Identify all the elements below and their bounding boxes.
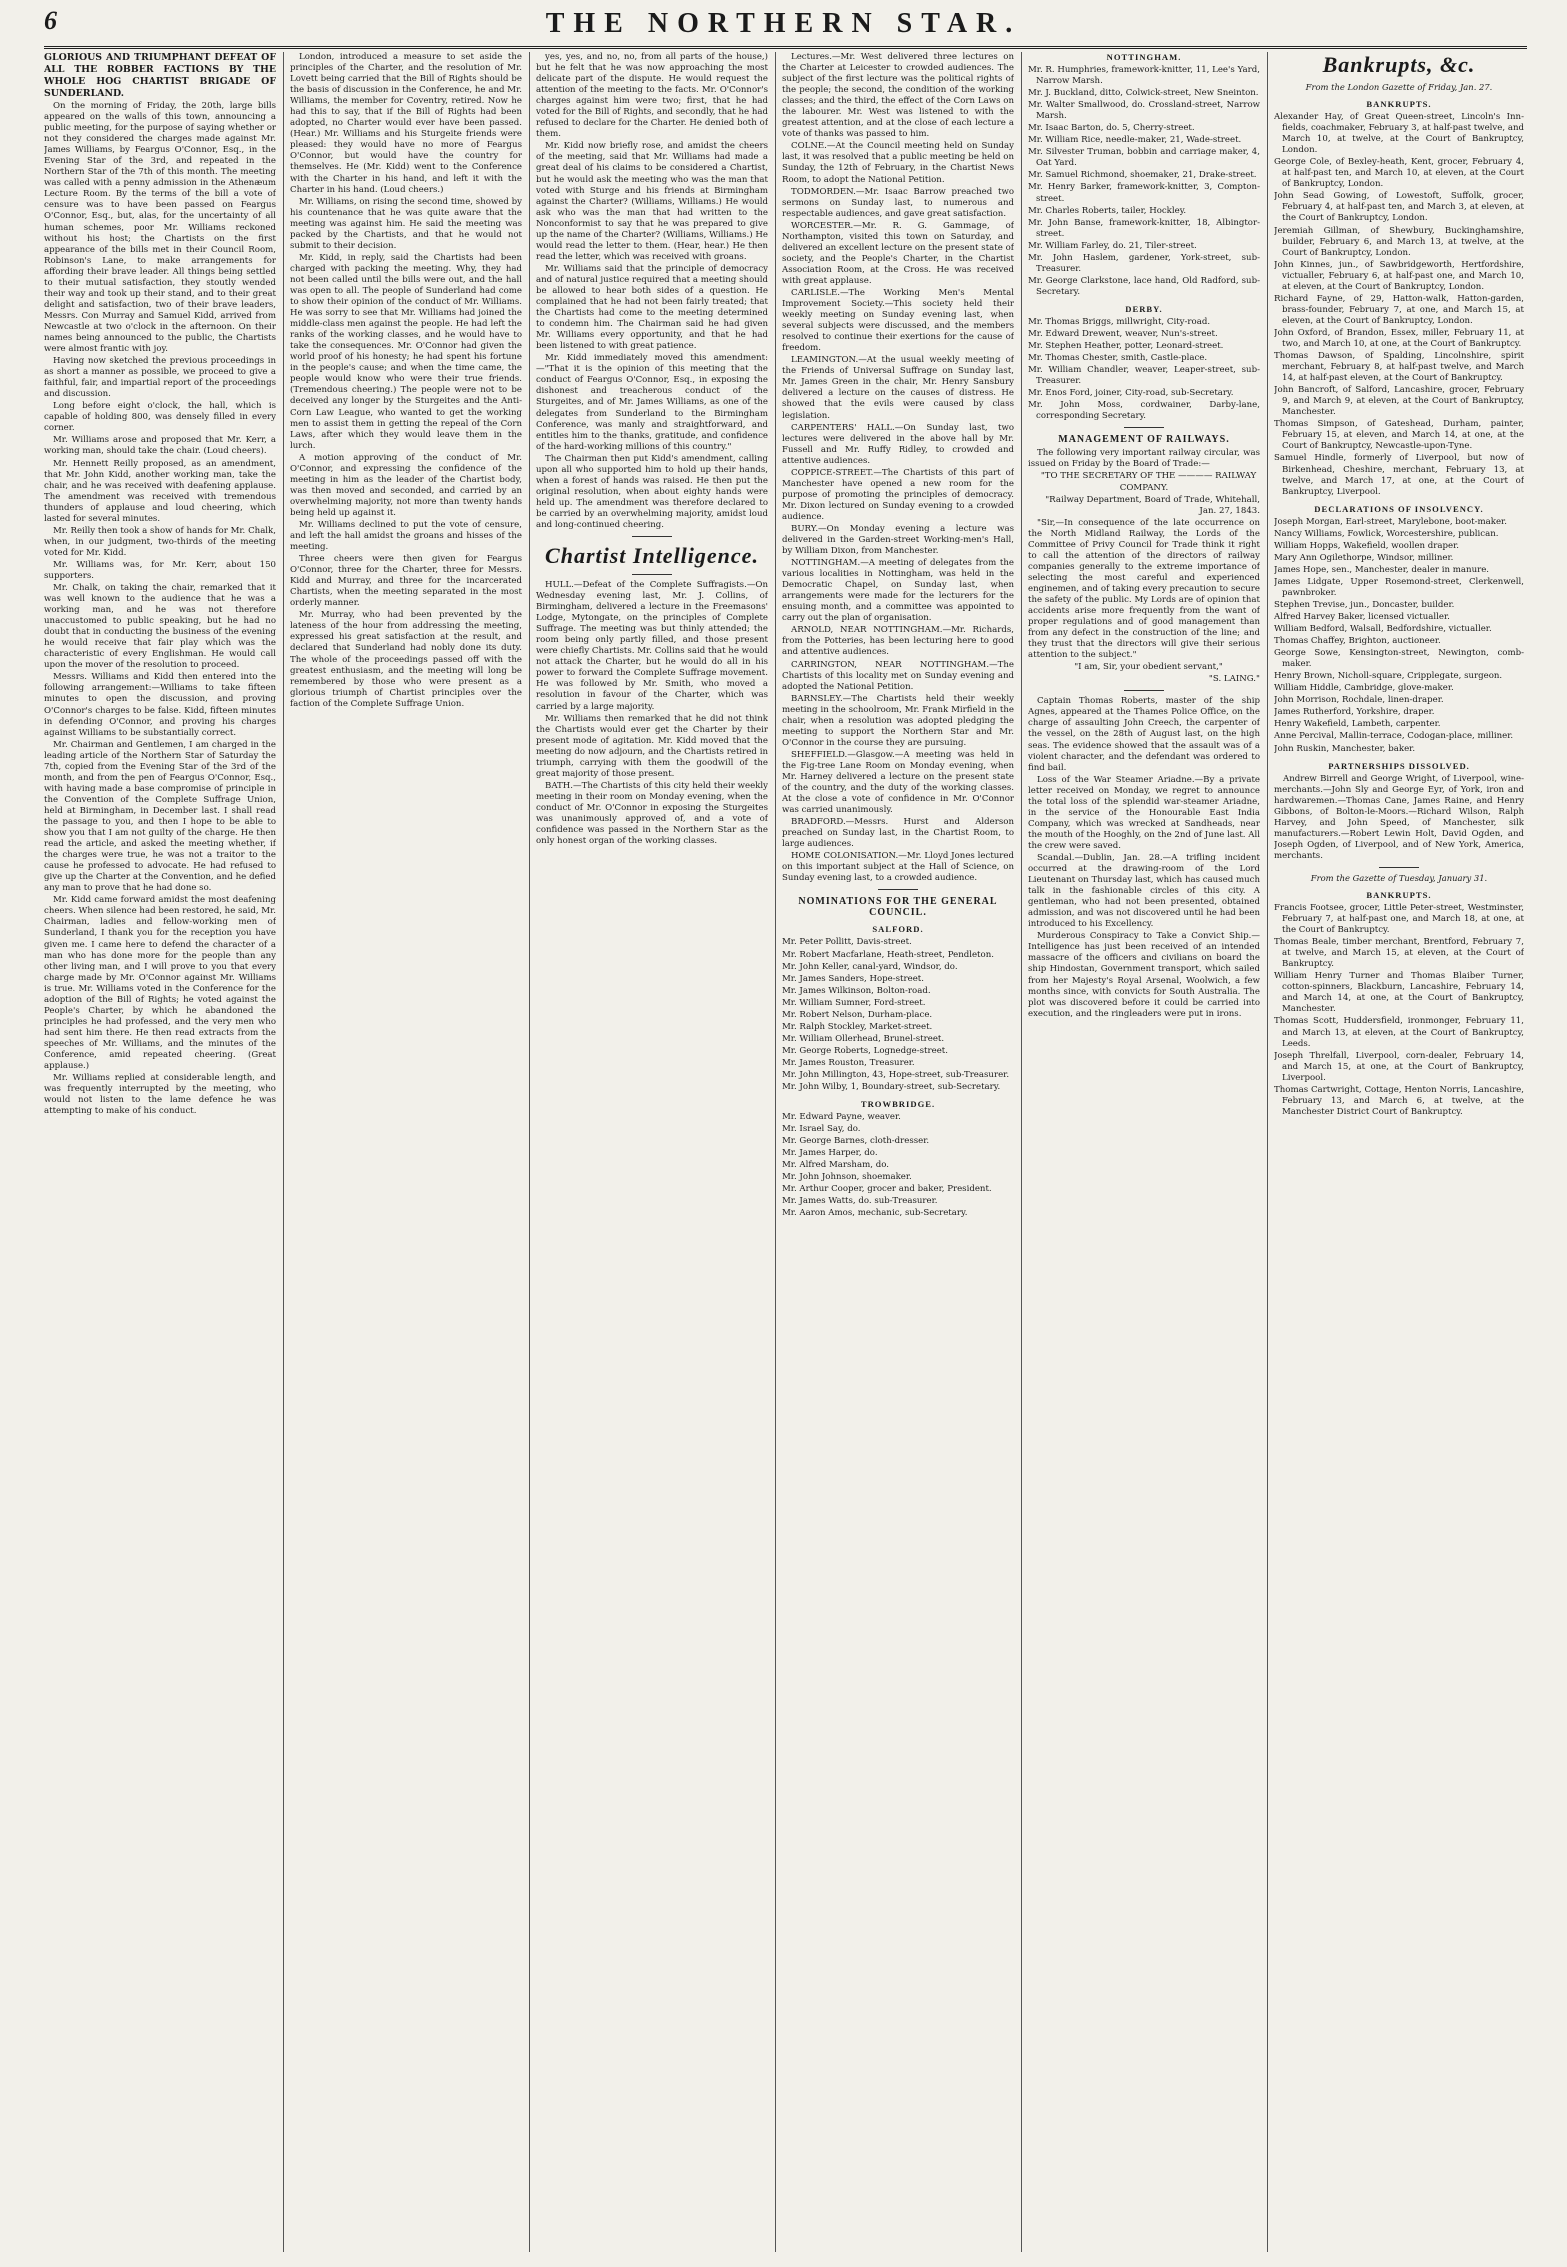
column-divider <box>529 52 530 2252</box>
divider <box>1379 867 1419 868</box>
list-item: James Hope, sen., Manchester, dealer in manure. <box>1274 564 1490 575</box>
column-4 <box>782 52 1014 2252</box>
list-item: Anne Percival, Mallin-terrace, Codogan-place, milliner. <box>1274 731 1514 742</box>
section-title-bankrupts: Bankrupts, &c. <box>1322 52 1476 77</box>
paragraph: Mr. Kidd, in reply, said the Chartists had been charged with packing the meeting. Why, they had not been called until the bills were out, and the hall was open to all. The people of Sunderland had come to show their opinion of the conduct of Mr. Williams. He was sorry to see that Mr. Williams had joined the middle-class men against the people. He had left the ranks of the working classes, and he would have to take the consequences. Mr. O'Connor had given the world proof of his honesty; he had spent his fortune in the people's cause; and when the time came, the people would know who were their true friends. (Tremendous cheering.) The people were not to be deceived any longer by the Sturgeites and the Anti-Corn Law League, who wanted to get the working men to assist them in getting the repeal of the Corn Laws, after which they would leave them in the lurch. <box>290 252 522 451</box>
list-item: James Lidgate, Upper Rosemond-street, Clerkenwell, pawnbroker. <box>1274 576 1524 598</box>
list-item: Mr. John Millington, 43, Hope-street, sub-Treasurer. <box>782 1069 1010 1080</box>
list-item: Mr. Peter Pollitt, Davis-street. <box>782 937 912 948</box>
list-item: Richard Fayne, of 29, Hatton-walk, Hatton-garden, brass-founder, February 7, at one, and March 15, at eleven, at the Court of Bankruptcy, London. <box>1274 293 1524 326</box>
paragraph: Messrs. Williams and Kidd then entered into the following arrangement:—Williams to take fifteen minutes to open the discussion, and proving O'Connor's charges to be false. Kidd, fifteen minutes in defending O'Connor, and proving his charges against Williams to be substantially correct. <box>44 672 276 738</box>
paragraph: COLNE.—At the Council meeting held on Sunday last, it was resolved that a public meeting be held on Sunday, the 12th of February, in the Chartist News Room, to adopt the National Petition. <box>782 141 1014 185</box>
list-item: Mr. James Watts, do. sub-Treasurer. <box>782 1196 938 1207</box>
list-item: Thomas Chaffey, Brighton, auctioneer. <box>1274 636 1441 647</box>
list-item: Francis Footsee, grocer, Little Peter-street, Westminster, February 7, at half-past one, and March 18, at one, at the Court of Bankruptcy. <box>1274 903 1524 936</box>
list-item: Mr. John Haslem, gardener, York-street, sub-Treasurer. <box>1028 252 1260 274</box>
list-item: George Cole, of Bexley-heath, Kent, grocer, February 4, at half-past ten, and March 10, at eleven, at the Court of Bankruptcy, London. <box>1274 157 1524 190</box>
list-item: Mr. William Sumner, Ford-street. <box>782 997 926 1008</box>
paragraph: Mr. Kidd now briefly rose, and amidst the cheers of the meeting, said that Mr. Williams had made a great deal of his claims to be considered a Chartist, but he would ask the meeting who was the man that voted with Sturge and his friends at Birmingham against the Charter? (Williams, Williams.) He would ask who was the man that had written to the Nonconformist to say that he was prepared to give up the name of the Charter? (Williams, Williams.) He would read the letter to them. (Hear, hear.) He then read the letter, which was received with groans. <box>536 141 768 262</box>
list-item: Alexander Hay, of Great Queen-street, Lincoln's Inn-fields, coachmaker, February 3, at half-past twelve, and March 10, at twelve, at the Court of Bankruptcy, London. <box>1274 112 1524 156</box>
list-item: Mr. William Ollerhead, Brunel-street. <box>782 1033 945 1044</box>
list-item: Mr. Robert Nelson, Durham-place. <box>782 1009 933 1020</box>
list-item: Mr. John Johnson, shoemaker. <box>782 1172 912 1183</box>
list-item: William Hopps, Wakefield, woollen draper. <box>1274 540 1460 551</box>
article-headline: GLORIOUS AND TRIUMPHANT DEFEAT OF ALL THE ROBBER FACTIONS BY THE WHOLE HOG CHARTIST BRIGADE OF SUNDERLAND. <box>44 52 276 99</box>
list-item: Stephen Trevise, jun., Doncaster, builder. <box>1274 599 1455 610</box>
paragraph: BRADFORD.—Messrs. Hurst and Alderson preached on Sunday last, in the Chartist Room, to large audiences. <box>782 817 1014 850</box>
list-item: Mr. Edward Drewent, weaver, Nun's-street. <box>1028 328 1218 339</box>
paragraph: BATH.—The Chartists of this city held their weekly meeting in their room on Monday evening, when the conduct of Mr. O'Connor in exposing the Sturgeites was unanimously approved of, and a vote of confidence was passed in the Northern Star as the only honest organ of the working classes. <box>536 780 768 847</box>
list-item: Mr. Henry Barker, framework-knitter, 3, Compton-street. <box>1028 182 1260 204</box>
list-item: John Oxford, of Brandon, Essex, miller, February 11, at two, and March 10, at one, at the Court of Bankruptcy. <box>1274 327 1524 349</box>
paragraph: Mr. Kidd immediately moved this amendment:—"That it is the opinion of this meeting that the conduct of Feargus O'Connor, Esq., in exposing the dishonest and treacherous conduct of the Sturgeites, and of Mr. James Williams, as one of the delegates from Sunderland to the Birmingham Conference, was manly and straightforward, and entitles him to the thanks, gratitude, and confidence of the hard-working millions of this country." <box>536 353 768 452</box>
list-item: Mr. J. Buckland, ditto, Colwick-street, New Sneinton. <box>1028 88 1259 99</box>
list-item: Mr. Walter Smallwood, do. Crossland-street, Narrow Marsh. <box>1028 100 1260 122</box>
bankrupts-list <box>1274 903 1524 1118</box>
list-item: Mr. Thomas Briggs, millwright, City-road. <box>1028 316 1211 327</box>
column-3 <box>536 52 768 2252</box>
paragraph: Captain Thomas Roberts, master of the ship Agnes, appeared at the Thames Police Office, on the charge of assaulting John Creech, the carpenter of the vessel, on the 28th of August last, on the high seas. The evidence showed that the assault was of a violent character, and the defendant was ordered to find bail. <box>1028 696 1260 773</box>
section-title-chartist-intelligence: Chartist Intelligence. <box>545 543 759 569</box>
paragraph: Andrew Birrell and George Wright, of Liverpool, wine-merchants.—John Sly and George Eyr, of York, iron and hardwaremen.—Thomas Cane, James Raine, and Henry Gibbons, of Bolton-le-Moors.—Richard Wilson, Ralph Harvey, and John Speed, of Manchester, silk manufacturers.—Robert Lewin Holt, David Ogden, and Joseph Ogden, of Liverpool, and of New York, America, merchants. <box>1274 773 1524 861</box>
list-item: Mr. William Rice, needle-maker, 21, Wade-street. <box>1028 135 1242 146</box>
list-item: Mary Ann Ogilethorpe, Windsor, milliner. <box>1274 552 1454 563</box>
paragraph: "I am, Sir, your obedient servant," <box>1074 662 1223 673</box>
paragraph: ARNOLD, NEAR NOTTINGHAM.—Mr. Richards, from the Potteries, has been lecturing here to good and attentive audiences. <box>782 625 1014 658</box>
list-item: Mr. Silvester Truman, bobbin and carriage maker, 4, Oat Yard. <box>1028 147 1260 169</box>
list-item: Mr. Robert Macfarlane, Heath-street, Pendleton. <box>782 949 994 960</box>
list-item: Joseph Morgan, Earl-street, Marylebone, boot-maker. <box>1274 516 1507 527</box>
partnerships-title: PARTNERSHIPS DISSOLVED. <box>1328 760 1470 771</box>
list-item: John Kinnes, jun., of Sawbridgeworth, Hertfordshire, victualler, February 6, at half-past one, and March 10, at eleven, at the Court of Bankruptcy, London. <box>1274 259 1524 292</box>
list-item: Mr. Stephen Heather, potter, Leonard-street. <box>1028 341 1224 352</box>
paragraph: Murderous Conspiracy to Take a Convict Ship.—Intelligence has just been received of an intended massacre of the officers and civilians on board the ship Hindostan, Government transport, which sailed from her Majesty's Royal Arsenal, Woolwich, a few months since, with convicts for South Australia. The plot was discovered before it could be carried into execution, and the ringleaders were put in irons. <box>1028 931 1260 1019</box>
bankrupts-heading: BANKRUPTS. <box>1366 890 1432 900</box>
list-item: Mr. Enos Ford, joiner, City-road, sub-Secretary. <box>1028 388 1234 399</box>
list-item: Mr. John Keller, canal-yard, Windsor, do. <box>782 961 958 972</box>
paragraph: BURY.—On Monday evening a lecture was delivered in the Garden-street Working-men's Hall, by William Dixon, from Manchester. <box>782 523 1014 557</box>
list-item: James Rutherford, Yorkshire, draper. <box>1274 707 1435 718</box>
column-6 <box>1274 52 1524 2252</box>
paragraph: Mr. Williams arose and proposed that Mr. Kerr, a working man, should take the chair. (Loud cheers). <box>44 435 276 457</box>
gazette-caption: From the Gazette of Tuesday, January 31. <box>1310 872 1488 883</box>
column-divider <box>283 52 284 2252</box>
paragraph: yes, yes, and no, no, from all parts of the house,) but he felt that he was now approaching the most delicate part of the dispute. He would request the attention of the meeting to the facts. Mr. O'Connor's charges against him were two; first, that he had voted for the Bill of Rights, and secondly, that he had refused to declare for the Charter. He denied both of them. <box>536 52 768 140</box>
list-item: Mr. George Roberts, Lognedge-street. <box>782 1045 948 1056</box>
paragraph: On the morning of Friday, the 20th, large bills appeared on the walls of this town, announcing a public meeting, for the purpose of saying whether or not they considered the charges made against Mr. James Williams, by Feargus O'Connor, Esq., in the Evening Star of the 3rd, and repeated in the Northern Star of the 7th of this month. The meeting was called with a penny admission in the Athenæum Lecture Room. By the terms of the bill a vote of censure was to have been passed on Feargus O'Connor, Esq., but, alas, for the uncertainty of all human schemes, poor Mr. Williams reckoned without his host; the Chartists on the first appearance of the bills met in their Council Room, Robinson's Lane, to make arrangements for affording their brave leader. All things being settled to their mutual satisfaction, they stoutly wended their way and took up their stand, and to their great delight and satisfaction, two of their brave leaders, Messrs. Con Murray and Samuel Kidd, arrived from Newcastle at two o'clock in the afternoon. On their names being announced to the public, the Chartists were almost frantic with joy. <box>44 101 276 355</box>
paragraph: Mr. Kidd came forward amidst the most deafening cheers. When silence had been restored, he said, Mr. Chairman, ladies and fellow-working men of Sunderland, I thank you for the reception you have given me. I came here to defend the character of a man who has done more for the people than any other living man, and I will prove to you that every charge made by Mr. O'Connor against Mr. Williams is true. Mr. Williams voted in the Conference for the adoption of the Bill of Rights; he voted against the People's Charter, by which he abandoned the principles he had professed, and the very men who had sent him there. He then read extracts from the speeches of Mr. Williams, and the minutes of the Conference, amid repeated cheering. (Great applause.) <box>44 895 276 1072</box>
list-item: Mr. Isaac Barton, do. 5, Cherry-street. <box>1028 123 1195 134</box>
list-item: John Bancroft, of Salford, Lancashire, grocer, February 9, and March 9, at eleven, at the Court of Bankruptcy, Manchester. <box>1274 385 1524 418</box>
paragraph: Having now sketched the previous proceedings in as short a manner as possible, we proceed to give a faithful, fair, and impartial report of the proceedings and discussion. <box>44 356 276 400</box>
page-number: 6 <box>44 6 57 35</box>
paragraph: Three cheers were then given for Feargus O'Connor, three for the Charter, three for Messrs. Kidd and Murray, and three for the incarcerated Chartists, when the meeting separated in the most orderly manner. <box>290 554 522 609</box>
locality-nottingham: NOTTINGHAM. <box>1106 52 1182 62</box>
paragraph: A motion approving of the conduct of Mr. O'Connor, and expressing the confidence of the meeting in him as the leader of the Chartist body, was then moved and seconded, and carried by an overwhelming majority, not more than twenty hands being held up against it. <box>290 452 522 518</box>
list-item: Mr. Ralph Stockley, Market-street. <box>782 1021 933 1032</box>
list-item: Mr. John Moss, cordwainer, Darby-lane, corresponding Secretary. <box>1028 400 1260 422</box>
paragraph: Mr. Murray, who had been prevented by the lateness of the hour from addressing the meeting, expressed his great satisfaction at the result, and declared that Sunderland had nobly done its duty. The whole of the proceedings passed off with the greatest enthusiasm, and the meeting will long be remembered by those who were present as a glorious triumph of Chartist principles over the faction of the Complete Suffrage Union. <box>290 610 522 709</box>
paragraph: Mr. Williams then remarked that he did not think the Chartists would ever get the Charter by their present mode of agitation. Mr. Kidd moved that the meeting do now adjourn, and the Chartists retired in triumph, carrying with them the goodwill of the great majority of those present. <box>536 713 768 779</box>
list-item: William Henry Turner and Thomas Blaiber Turner, cotton-spinners, Blackburn, Lancashire, February 14, and March 14, at one, at the Court of Bankruptcy, Manchester. <box>1274 971 1524 1015</box>
list-item: Mr. John Wilby, 1, Boundary-street, sub-Secretary. <box>782 1082 1001 1093</box>
locality-trowbridge: TROWBRIDGE. <box>860 1099 936 1110</box>
railways-title: MANAGEMENT OF RAILWAYS. <box>1058 434 1230 446</box>
list-item: Jeremiah Gillman, of Shewbury, Buckinghamshire, builder, February 6, and March 13, at twelve, at the Court of Bankruptcy, London. <box>1274 225 1524 258</box>
paragraph: Loss of the War Steamer Ariadne.—By a private letter received on Monday, we regret to announce the total loss of the splendid war-steamer Ariadne, in the service of the Honourable East India Company, which was wrecked at Sandheads, near the mouth of the Hooghly, on the 2nd of June last. All the crew were saved. <box>1028 774 1260 851</box>
paragraph: CARPENTERS' HALL.—On Sunday last, two lectures were delivered in the above hall by Mr. Fussell and Mr. Ruffy Ridley, to crowded and attentive audiences. <box>782 422 1014 466</box>
list-item: Mr. James Rouston, Treasurer. <box>782 1057 915 1068</box>
list-item: Samuel Hindle, formerly of Liverpool, but now of Birkenhead, Cheshire, merchant, February 13, at twelve, and March 17, at one, at the Court of Bankruptcy, Liverpool. <box>1274 453 1524 497</box>
paragraph: Mr. Hennett Reilly proposed, as an amendment, that Mr. John Kidd, another working man, take the chair, and he was received with deafening applause. The amendment was received with tremendous thunders of applause and loud cheering, which lasted for several minutes. <box>44 458 276 524</box>
paragraph: Mr. Williams declined to put the vote of censure, and left the hall amidst the groans and hisses of the meeting. <box>290 519 522 553</box>
list-item: John Sead Gowing, of Lowestoft, Suffolk, grocer, February 4, at half-past ten, and March 3, at eleven, at the Court of Bankruptcy, London. <box>1274 191 1524 224</box>
paragraph: "Railway Department, Board of Trade, Whitehall, Jan. 27, 1843. <box>1045 494 1260 516</box>
paragraph: Mr. Williams said that the principle of democracy and of natural justice required that a meeting should be allowed to hear both sides of a question. He complained that he had not been fairly treated; that the Chartists had come to the meeting determined to condemn him. The Chairman said he had given Mr. Williams every opportunity, and that he had been listened to with great patience. <box>536 263 768 352</box>
paragraph: COPPICE-STREET.—The Chartists of this part of Manchester have opened a new room for the purpose of promoting the principles of democracy. Mr. Dixon lectured on Sunday evening to a crowded audience. <box>782 467 1014 522</box>
list-item: Joseph Threlfall, Liverpool, corn-dealer, February 14, and March 15, at one, at the Court of Bankruptcy, Liverpool. <box>1274 1050 1524 1083</box>
list-item: William Bedford, Walsall, Bedfordshire, victualler. <box>1274 624 1492 635</box>
divider <box>632 574 672 575</box>
paragraph: Mr. Chalk, on taking the chair, remarked that it was well known to the audience that he was a working man, and he was not therefore unaccustomed to public speaking, but he had no doubt that in conducting the business of the evening he would receive that fair play which was the characteristic of every Englishman. He would call upon the mover of the resolution to proceed. <box>44 583 276 671</box>
paragraph: The following very important railway circular, was issued on Friday by the Board of Trade:— <box>1028 448 1260 470</box>
list-item: Mr. George Clarkstone, lace hand, Old Radford, sub-Secretary. <box>1028 275 1260 297</box>
masthead <box>0 6 1567 42</box>
bankrupts-heading: BANKRUPTS. <box>1366 99 1432 110</box>
list-item: Mr. William Chandler, weaver, Leaper-street, sub-Treasurer. <box>1028 365 1260 387</box>
list-item: Alfred Harvey Baker, licensed victualler. <box>1274 612 1450 623</box>
nominations-title: NOMINATIONS FOR THE GENERAL COUNCIL. <box>798 896 998 919</box>
paragraph: Long before eight o'clock, the hall, which is capable of holding 800, was densely filled in every corner. <box>44 401 276 434</box>
locality-salford: SALFORD. <box>872 924 924 935</box>
divider <box>1124 690 1164 691</box>
salford-list <box>782 937 1014 1093</box>
list-item: Mr. James Sanders, Hope-street. <box>782 973 924 984</box>
list-item: Mr. George Barnes, cloth-dresser. <box>782 1136 930 1147</box>
declarations-list <box>1274 517 1524 755</box>
paragraph: "Sir,—In consequence of the late occurrence on the North Midland Railway, the Lords of the Committee of Privy Council for Trade think it right to call the attention of the directors of railway companies generally to the extreme importance of selecting the most careful and experienced enginemen, and of taking every precaution to secure the safety of the public. My Lords are of opinion that accidents arise more frequently from the want of proper regulations and of good management than from any defect in the construction of the line; and they trust that the directors will give their serious attention to the subject." <box>1028 517 1260 661</box>
column-5 <box>1028 52 1260 2252</box>
derby-list <box>1028 317 1260 422</box>
paragraph: Mr. Williams, on rising the second time, showed by his countenance that he was quite aware that the meeting was against him. He said the meeting was packed by the Chartists, and that he would not submit to their decision. <box>290 196 522 251</box>
paragraph: CARLISLE.—The Working Men's Mental Improvement Society.—This society held their weekly meeting on Sunday evening last, when several subjects were discussed, and the members resolved to continue their exertions for the cause of freedom. <box>782 287 1014 354</box>
trowbridge-list <box>782 1112 1014 1219</box>
list-item: Thomas Scott, Huddersfield, ironmonger, February 11, and March 13, at eleven, at the Court of Bankruptcy, Leeds. <box>1274 1016 1524 1049</box>
column-2 <box>290 52 522 2252</box>
column-divider <box>1021 52 1022 2252</box>
list-item: John Ruskin, Manchester, baker. <box>1274 743 1416 754</box>
paragraph: The Chairman then put Kidd's amendment, calling upon all who supported him to hold up their hands, when a forest of hands was raised. He then put the original resolution, when about eighty hands were held up. The amendment was therefore declared to be carried by an overwhelming majority, amidst loud and long-continued cheering. <box>536 453 768 530</box>
divider <box>878 889 918 890</box>
list-item: William Hiddle, Cambridge, glove-maker. <box>1274 683 1454 694</box>
list-item: Mr. Alfred Marsham, do. <box>782 1160 889 1171</box>
list-item: Henry Brown, Nicholl-square, Cripplegate, surgeon. <box>1274 671 1503 682</box>
column-divider <box>775 52 776 2252</box>
paragraph: "TO THE SECRETARY OF THE ———— RAILWAY COMPANY. <box>1040 471 1257 493</box>
paragraph: Mr. Williams was, for Mr. Kerr, about 150 supporters. <box>44 559 276 581</box>
list-item: Mr. Samuel Richmond, shoemaker, 21, Drake-street. <box>1028 170 1257 181</box>
list-item: Mr. John Banse, framework-knitter, 18, Albingtor-street. <box>1028 217 1260 239</box>
list-item: Mr. R. Humphries, framework-knitter, 11, Lee's Yard, Narrow Marsh. <box>1028 65 1260 87</box>
list-item: Thomas Beale, timber merchant, Brentford, February 7, at twelve, and March 15, at eleven, at the Court of Bankruptcy. <box>1274 937 1524 970</box>
paragraph: Mr. Williams replied at considerable length, and was frequently interrupted by the meeting, who would not listen to the lame defence he was attempting to make of his conduct. <box>44 1073 276 1117</box>
divider <box>1124 427 1164 428</box>
list-item: Mr. Aaron Amos, mechanic, sub-Secretary. <box>782 1208 968 1219</box>
paragraph: "S. LAING." <box>1208 674 1260 685</box>
list-item: Mr. James Wilkinson, Bolton-road. <box>782 985 931 996</box>
nottingham-list <box>1028 65 1260 298</box>
divider <box>632 536 672 537</box>
paragraph: NOTTINGHAM.—A meeting of delegates from the various localities in Nottingham, was held in the Democratic Chapel, on Sunday last, when arrangements were made for the lecturers for the ensuing month, and a committee was appointed to carry out the plan of organisation. <box>782 558 1014 624</box>
list-item: Henry Wakefield, Lambeth, carpenter. <box>1274 719 1441 730</box>
paragraph: CARRINGTON, NEAR NOTTINGHAM.—The Chartists of this locality met on Sunday evening and adopted the National Petition. <box>782 659 1014 692</box>
paragraph: HOME COLONISATION.—Mr. Lloyd Jones lectured on this important subject at the Hall of Science, on Sunday evening last, to a crowded audience. <box>782 851 1014 884</box>
paragraph: Lectures.—Mr. West delivered three lectures on the Charter at Leicester to crowded audiences. The subject of the first lecture was the political rights of the people; the second, the condition of the working classes; and the third, the effect of the Corn Laws on the labourer. Mr. West was listened to with the greatest attention, and at the close of each lecture a vote of thanks was passed to him. <box>782 52 1014 140</box>
paragraph: HULL.—Defeat of the Complete Suffragists.—On Wednesday evening last, Mr. J. Collins, of Birmingham, delivered a lecture in the Freemasons' Lodge, Mytongate, on the principles of Complete Suffrage. The meeting was but thinly attended; the room being only partly filled, and those present were chiefly Chartists. Mr. Collins said that he would not attack the Charter, but he would do all in his power to forward the Complete Suffrage movement. He was followed by Mr. Smith, who moved a resolution in favour of the Charter, which was carried by a large majority. <box>536 580 768 712</box>
paragraph: WORCESTER.—Mr. R. G. Gammage, of Northampton, visited this town on Saturday, and delivered an excellent lecture on the present state of society, and the People's Charter, in the Chartist Association Room, at the Cross. He was received with great applause. <box>782 220 1014 286</box>
list-item: Mr. Thomas Chester, smith, Castle-place. <box>1028 353 1208 364</box>
list-item: Mr. Arthur Cooper, grocer and baker, President. <box>782 1184 992 1195</box>
list-item: Mr. Charles Roberts, tailer, Hockley. <box>1028 205 1187 216</box>
paragraph: Mr. Chairman and Gentlemen, I am charged in the leading article of the Northern Star of Saturday the 7th, copied from the Evening Star of the 3rd of the month, and from the pen of Feargus O'Connor, Esq., with having made a base compromise of principle in the Convention of the Complete Suffrage Union, held at Birmingham, in December last. I shall read the passage to you, and then I hope to be able to show you that I am not guilty of the charge. He then read the article, and asked the meeting whether, if the charges were true, he was not a traitor to the cause he professed to advocate. He had refused to give up the Charter at the Convention, and he defied any man to prove that he had done so. <box>44 739 276 894</box>
paragraph: SHEFFIELD.—Glasgow.—A meeting was held in the Fig-tree Lane Room on Monday evening, when Mr. Harney delivered a lecture on the present state of the country, and the duty of the working classes. At the close a vote of confidence in Mr. O'Connor was carried unanimously. <box>782 749 1014 816</box>
list-item: Thomas Simpson, of Gateshead, Durham, painter, February 15, at eleven, and March 14, at one, at the Court of Bankruptcy, Newcastle-upon-Tyne. <box>1274 419 1524 452</box>
column-1 <box>44 52 276 2252</box>
paragraph: BARNSLEY.—The Chartists held their weekly meeting in the schoolroom, Mr. Frank Mirfield in the chair, when a resolution was adopted pledging the meeting to support the Northern Star and Mr. O'Connor in the course they are pursuing. <box>782 693 1014 748</box>
paragraph: TODMORDEN.—Mr. Isaac Barrow preached two sermons on Sunday last, to numerous and respectable audiences, and gave great satisfaction. <box>782 186 1014 219</box>
list-item: Mr. William Farley, do. 21, Tiler-street. <box>1028 240 1197 251</box>
bankrupts-list <box>1274 112 1524 498</box>
paragraph: London, introduced a measure to set aside the principles of the Charter, and the resolution of Mr. Lovett being carried that the Bill of Rights should be the basis of discussion in the Conference, he and Mr. Williams, the member for Coventry, retired. Now he had this to say, that if the Bill of Rights had been adopted, no Charter would ever have been passed. (Hear.) Mr. Williams and his Sturgeite friends were pleased: they would have no more of Feargus O'Connor, but would have the country for themselves. He (Mr. Kidd) went to the Conference with the Charter in his hand, and left it with the Charter in his hand. (Loud cheers.) <box>290 52 522 195</box>
list-item: Thomas Dawson, of Spalding, Lincolnshire, spirit merchant, February 8, at half-past twelve, and March 14, at half-past eleven, at the Court of Bankruptcy. <box>1274 351 1524 384</box>
list-item: George Sowe, Kensington-street, Newington, comb-maker. <box>1274 648 1524 670</box>
list-item: Mr. Israel Say, do. <box>782 1124 861 1135</box>
locality-derby: DERBY. <box>1125 303 1163 314</box>
paragraph: Mr. Reilly then took a show of hands for Mr. Chalk, when, in our judgment, two-thirds of the meeting voted for Mr. Kidd. <box>44 525 276 558</box>
masthead-rule <box>44 46 1527 49</box>
list-item: Nancy Williams, Fowlick, Worcestershire, publican. <box>1274 528 1499 539</box>
list-item: Thomas Cartwright, Cottage, Henton Norris, Lancashire, February 13, and March 6, at twelve, at the Manchester District Court of Bankruptcy. <box>1274 1084 1524 1117</box>
list-item: Mr. James Harper, do. <box>782 1148 878 1159</box>
declarations-title: DECLARATIONS OF INSOLVENCY. <box>1314 503 1484 514</box>
list-item: John Morrison, Rochdale, linen-draper. <box>1274 695 1444 706</box>
list-item: Mr. Edward Payne, weaver. <box>782 1112 901 1123</box>
gazette-caption: From the London Gazette of Friday, Jan. 27. <box>1305 82 1493 92</box>
column-divider <box>1267 52 1268 2252</box>
paper-title: THE NORTHERN STAR. <box>545 8 1022 39</box>
paragraph: LEAMINGTON.—At the usual weekly meeting of the Friends of Universal Suffrage on Sunday last, Mr. James Green in the chair, Mr. Henry Sansbury delivered a lecture on the causes of distress. He showed that the evils were caused by class legislation. <box>782 355 1014 421</box>
paragraph: Scandal.—Dublin, Jan. 28.—A trifling incident occurred at the drawing-room of the Lord Lieutenant on Thursday last, which has caused much talk in the fashionable circles of this city. A gentleman, who had not been presented, obtained admission, and was not discovered until he had been introduced to his Excellency. <box>1028 853 1260 930</box>
